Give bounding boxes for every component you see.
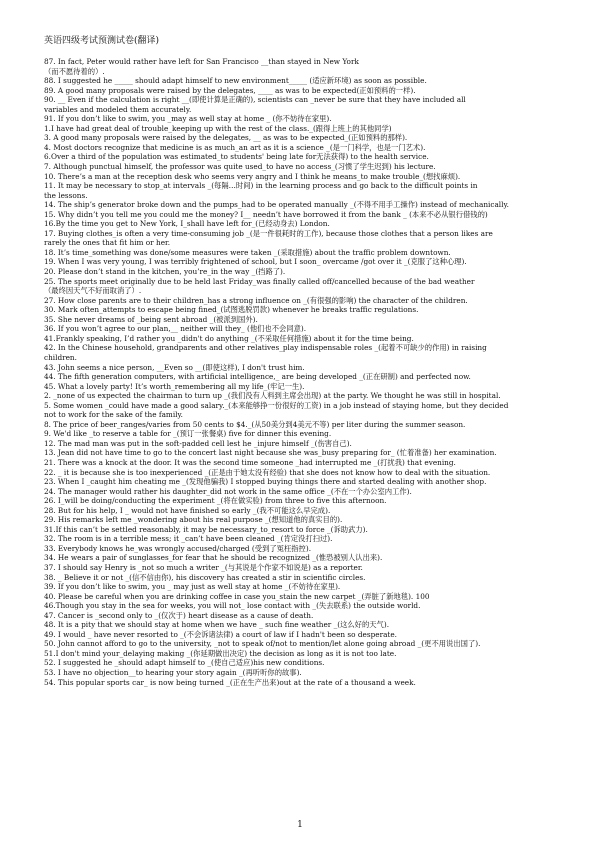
text-line: 11. It may be necessary to stop_at intervals _(每隔…时间) in the learning process and go back to the difficult points in bbox=[44, 181, 478, 191]
text-line: 90. __ Even if the calculation is right __(即使计算是正确的), scientists can _never be sure that they have included all bbox=[44, 95, 466, 105]
text-line: 87. In fact, Peter would rather have left for San Francisco __than stayed in New York bbox=[44, 57, 359, 66]
text-line: 30. Mark often_attempts to escape being fined_(试图逃脱罚款) whenever he breaks traffic regulations. bbox=[44, 305, 419, 315]
text-line: 41.Frankly speaking, I’d rather you _didn't do anything _(不采取任何措施) about it for the time being. bbox=[44, 333, 414, 343]
text-line: 28. But for his help, I _ would not have finished so early _(我不可能这么早完成). bbox=[44, 505, 331, 515]
text-line: 27. How close parents are to their children_has a strong influence on _(有很强的影响) the character of the children. bbox=[44, 295, 468, 305]
text-line: 35. She never dreams of _being sent abroad _(被派到国外). bbox=[44, 314, 258, 324]
text-line: not to work for the sake of the family. bbox=[44, 410, 183, 420]
text-line: 47. Cancer is _second only to _(仅次于) heart disease as a cause of death. bbox=[44, 610, 314, 620]
text-line: 46.Though you stay in the sea for weeks, you will not_ lose contact with _(失去联系) the outside world. bbox=[44, 601, 421, 611]
text-line: 37. I should say Henry is _not so much a writer _(与其说是个作家不如说是) as a reporter. bbox=[44, 562, 363, 572]
text-line: 13. Jean did not have time to go to the concert last night because she was_busy preparing for_ (忙着准备) her examination. bbox=[44, 448, 497, 458]
text-line: 51.I don't mind your_delaying making _(你延期做出决定) the decision as long as it is not too late. bbox=[44, 648, 397, 658]
text-line: 20. Please don’t stand in the kitchen, you’re_in the way _(挡路了). bbox=[44, 267, 286, 277]
text-line: （而不愿待着的）. bbox=[44, 66, 105, 76]
document-title: 英语四级考试预测试卷(翻译) bbox=[44, 36, 160, 46]
text-line: 40. Please be careful when you are drinking coffee in case you_stain the new carpet _(弄脏了新地毯). 100 bbox=[44, 591, 430, 601]
text-line: 88. I suggested he _____ should adapt himself to new environment_____ (适应新环境) as soon as possible. bbox=[44, 76, 427, 86]
text-line: 45. What a lovely party! It’s worth_remembering all my life_(牢记一生). bbox=[44, 381, 305, 391]
page-number: 1 bbox=[297, 820, 303, 830]
text-line: 5. Some women _could have made a good salary._(本来能够挣一份很好的工资) in a job instead of staying home, but they decided bbox=[44, 400, 509, 410]
text-line: 31.If this can’t be settled reasonably, it may be necessary_to_resort to force _(诉助武力). bbox=[44, 524, 368, 534]
text-line: 44. The fifth generation computers, with artificial intelligence,_ are being developed _(正在研制) and perfected now. bbox=[44, 372, 471, 382]
text-line: 48. It is a pity that we should stay at home when we have _ such fine weather _(这么好的天气). bbox=[44, 620, 390, 630]
text-line: 8. The price of beer_ranges/varies from 50 cents to $4._(从50美分到4美元不等) per liter during the summer season. bbox=[44, 419, 466, 429]
text-line: 23. When I _caught him cheating me _(发现他骗我) I stopped buying things there and started dealing with another shop. bbox=[44, 477, 487, 487]
text-line: 29. His remarks left me _wondering about his real purpose _(想知道他的真实目的). bbox=[44, 515, 343, 525]
text-line: 32. The room is in a terrible mess; it _can’t have been cleaned _(肯定没打扫过). bbox=[44, 534, 333, 544]
text-line: 21. There was a knock at the door. It was the second time someone _had interrupted me _(打扰我) that evening. bbox=[44, 457, 456, 467]
text-line: 36. If you won’t agree to our plan,__ neither will they_ (他们也不会同意). bbox=[44, 324, 307, 334]
text-line: 3. A good many proposals were raised by the delegates, __ as was to be expected_(正如预料的那样). bbox=[44, 133, 408, 143]
text-line: 19. When I was very young, I was terribly frightened of school, but I soon_ overcame /got over it _(克服了这种心理). bbox=[44, 257, 467, 267]
text-line: rarely the ones that fit him or her. bbox=[44, 238, 171, 248]
text-line: 17. Buying clothes_is often a very time-consuming job _(是一件很耗时的工作), because those clothes that a person likes are bbox=[44, 228, 493, 238]
text-line: 42. In the Chinese household, grandparents and other relatives_play indispensable roles _(起着不可缺少的作用) in raising bbox=[44, 343, 487, 353]
text-line: 89. A good many proposals were raised by the delegates, ____ as was to be expected(正如预料的一样). bbox=[44, 85, 416, 95]
text-line: 39. If you don’t like to swim, you _ may just as well stay at home _(不妨待在家里). bbox=[44, 582, 341, 592]
text-line: 91. If you don’t like to swim, you _may as well stay at home _ (你不妨待在家里). bbox=[44, 114, 332, 124]
text-line: 22. _ it is because she is too inexperienced _(正是由于她太没有经验) that she does not know how to deal with the situation. bbox=[44, 467, 491, 477]
text-line: 38. _ Believe it or not _(信不信由你), his discovery has created a stir in scientific circles. bbox=[44, 572, 366, 582]
text-line: 12. The mad man was put in the soft-padded cell lest he _injure himself _(伤害自己). bbox=[44, 438, 352, 448]
text-line: 4. Most doctors recognize that medicine is as much_an art as it is a science _(是一门科学，也是一门艺术). bbox=[44, 142, 426, 152]
text-line: 54. This popular sports car_ is now being turned _(正在生产出来)out at the rate of a thousand a week. bbox=[44, 677, 416, 687]
text-line: 9. We'd like _to reserve a table for _(预订一张餐桌) five for dinner this evening. bbox=[44, 429, 332, 439]
text-line: 18. It’s time_something was done/some measures were taken _(采取措施) about the traffic problem downtown. bbox=[44, 247, 451, 257]
text-line: 14. The ship’s generator broke down and the pumps_had to be operated manually _(不得不用手工操作) instead of mechanically. bbox=[44, 200, 509, 210]
text-line: 52. I suggested he _should adapt himself to _(使自己适应)his new conditions. bbox=[44, 658, 325, 668]
text-line: 49. I would _ have never resorted to _(不会诉诸法律) a court of law if I hadn't been so desperate. bbox=[44, 629, 397, 639]
text-line: 26. I_will be doing/conducting the experiment _(将在做实验) from three to five this afternoon. bbox=[44, 496, 387, 506]
text-line: （最终因天气不好而取消了）. bbox=[44, 286, 142, 296]
text-line: 15. Why didn’t you tell me you could me the money? I__ needn’t have borrowed it from the bank _ (本来不必从银行借钱的) bbox=[44, 209, 488, 219]
text-line: 43. John seems a nice person, __Even so __(即使这样), I don't trust him. bbox=[44, 362, 305, 372]
text-line: 7. Although punctual himself, the professor was quite used_to have no access_(习惯了学生迟到) his lecture. bbox=[44, 162, 436, 172]
text-line: 16.By the time you get to New York, I_shall have left for_(已经动身去) London. bbox=[44, 219, 330, 229]
text-line: 2. _none of us expected the chairman to turn up _(我们没有人料到主席会出现) at the party. We thought he was still in hospital. bbox=[44, 391, 501, 401]
text-line: variables and modeled them accurately. bbox=[44, 104, 192, 114]
text-line: 6.Over a third of the population was estimated_to students' being late for无法获得) to the health service. bbox=[44, 152, 429, 162]
text-line: 1.I have had great deal of trouble_keeping up with the rest of the class._(跟得上班上的其他同学) bbox=[44, 123, 392, 133]
text-line: 10. There’s a man at the reception desk who seems very angry and I think he means_to make trouble_(想找麻烦). bbox=[44, 171, 461, 181]
text-line: 50. John cannot afford to go to the university, _not to speak of/not to mention/let alone going abroad _(更不用说出国了). bbox=[44, 639, 481, 649]
text-line: 24. The manager would rather his daughter_did not work in the same office _(不在一个办公室内工作). bbox=[44, 486, 412, 496]
text-line: 33. Everybody knows he_was wrongly accused/charged (受到了冤枉指控). bbox=[44, 543, 312, 553]
text-line: the lessons. bbox=[44, 190, 88, 200]
text-line: 34. He wears a pair of sunglasses_for fear that he should be recognized _(惟恐被别人认出来). bbox=[44, 553, 383, 563]
text-line: children. bbox=[44, 352, 77, 362]
text-line: 53. I have no objection__to hearing your story again _(再听听你的故事). bbox=[44, 668, 302, 677]
document-body bbox=[44, 57, 564, 687]
text-line: 25. The sports meet originally due to be held last Friday_was finally called off/cancelled because of the bad weather bbox=[44, 276, 475, 286]
